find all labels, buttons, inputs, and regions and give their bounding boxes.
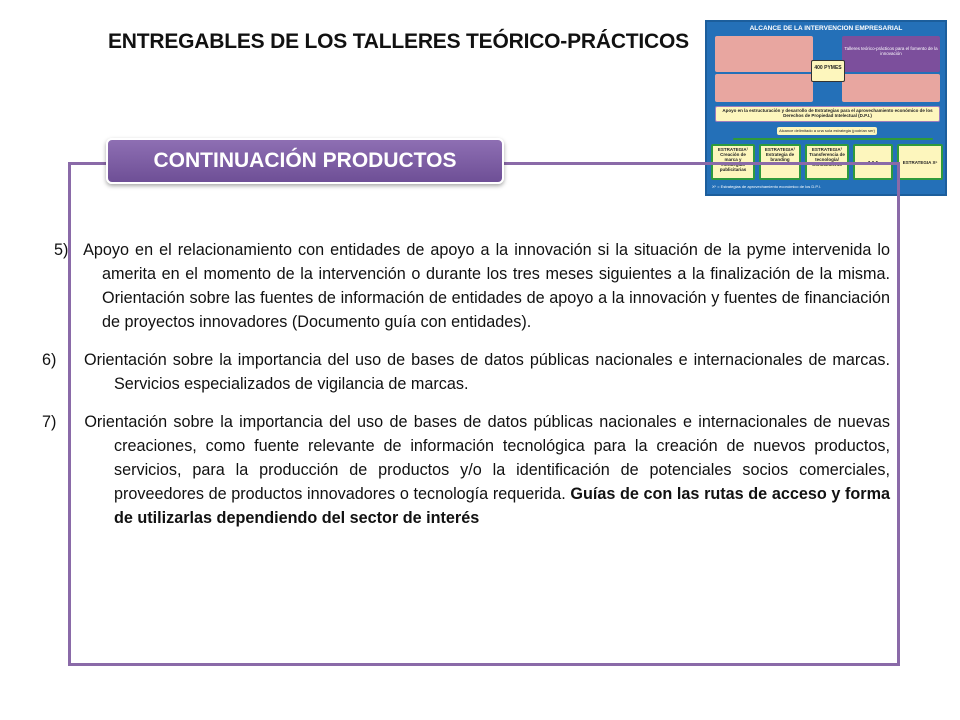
item-text: Orientación sobre la importancia del uso de bases de datos públicas nacionales e internacionales de nuevas creaciones, como fuente relevante de información tecnológica para la creación de nuevos productos, servicios, para la producción de productos y/o la identificación de potenciales socios comerciales, proveedores de productos innovadores o tecnología requerida. [78,413,890,503]
diagram-bar: Apoyo en la estructuración y desarrollo de Estrategias para el aprovechamiento económico de los Derechos de Propiedad Intelectual (D.P.I.) [715,106,940,122]
diagram-footnote: Xⁿ = Estrategias de aprovechamiento económico de los D.P.I. [712,184,821,189]
list-item: 6) Orientación sobre la importancia del uso de bases de datos públicas nacionales e internacionales de marcas. Servicios especializados de vigilancia de marcas. [42,351,890,393]
diagram-center: 400 PYMES [811,60,845,82]
deliverables-list [42,238,890,544]
diagram-strategy-n: ESTRATEGIA Xⁿ [897,144,943,180]
page-title: ENTREGABLES DE LOS TALLERES TEÓRICO-PRÁCTICOS [108,30,689,53]
item-bold-text: Guías de con las rutas de acceso y forma de utilizarlas dependiendo del sector de interés [114,485,890,527]
diagram-strategy-ellipsis: … [853,144,893,180]
diagram-strategy-3: ESTRATEGIA³ Transferencia de tecnología/ Conocimiento [805,144,849,180]
diagram-left-bottom [715,74,813,102]
section-label: CONTINUACIÓN PRODUCTOS [106,138,504,184]
diagram-right-bottom [842,74,940,102]
diagram-strategy-2: ESTRATEGIA² Estrategia de branding [759,144,801,180]
diagram-scope-line [733,138,933,140]
list-item: 5) Apoyo en el relacionamiento con entidades de apoyo a la innovación si la situación de la pyme intervenida lo amerita en el momento de la intervención o durante los tres meses siguientes a la finalización de la misma. Orientación sobre las fuentes de información de entidades de apoyo a la innovación y fuentes de financiación de proyectos innovadores (Documento guía con entidades). [54,241,890,331]
item-text: Orientación sobre la importancia del uso de bases de datos públicas nacionales e internacionales de marcas. Servicios especializados de vigilancia de marcas. [78,351,890,393]
diagram-left-top [715,36,813,72]
list-item: 7) Orientación sobre la importancia del uso de bases de datos públicas nacionales e internacionales de nuevas creaciones, como fuente relevante de información tecnológica para la creación de nuevos productos, servicios, para la producción de productos y/o la identificación de potenciales socios comerciales, proveedores de productos innovadores o tecnología requerida. Guías de con las rutas de acceso y forma de utilizarlas dependiendo del sector de interés [42,413,890,527]
item-text: Apoyo en el relacionamiento con entidades de apoyo a la innovación si la situación de la pyme intervenida lo amerita en el momento de la intervención o durante los tres meses siguientes a la finalización de la misma. Orientación sobre las fuentes de información de entidades de apoyo a la innovación y fuentes de financiación de proyectos innovadores (Documento guía con entidades). [78,241,890,331]
diagram-scope: Alcance delimitado a una sola estrategia (podrían ser) [777,127,877,135]
diagram-right-box: Talleres teórico-prácticos para el fomento de la innovación [842,36,940,72]
diagram-strategy-1: ESTRATEGIA¹ Creación de marca y estrategias publicitarias [711,144,755,180]
diagram-title: ALCANCE DE LA INTERVENCION EMPRESARIAL [749,25,903,32]
